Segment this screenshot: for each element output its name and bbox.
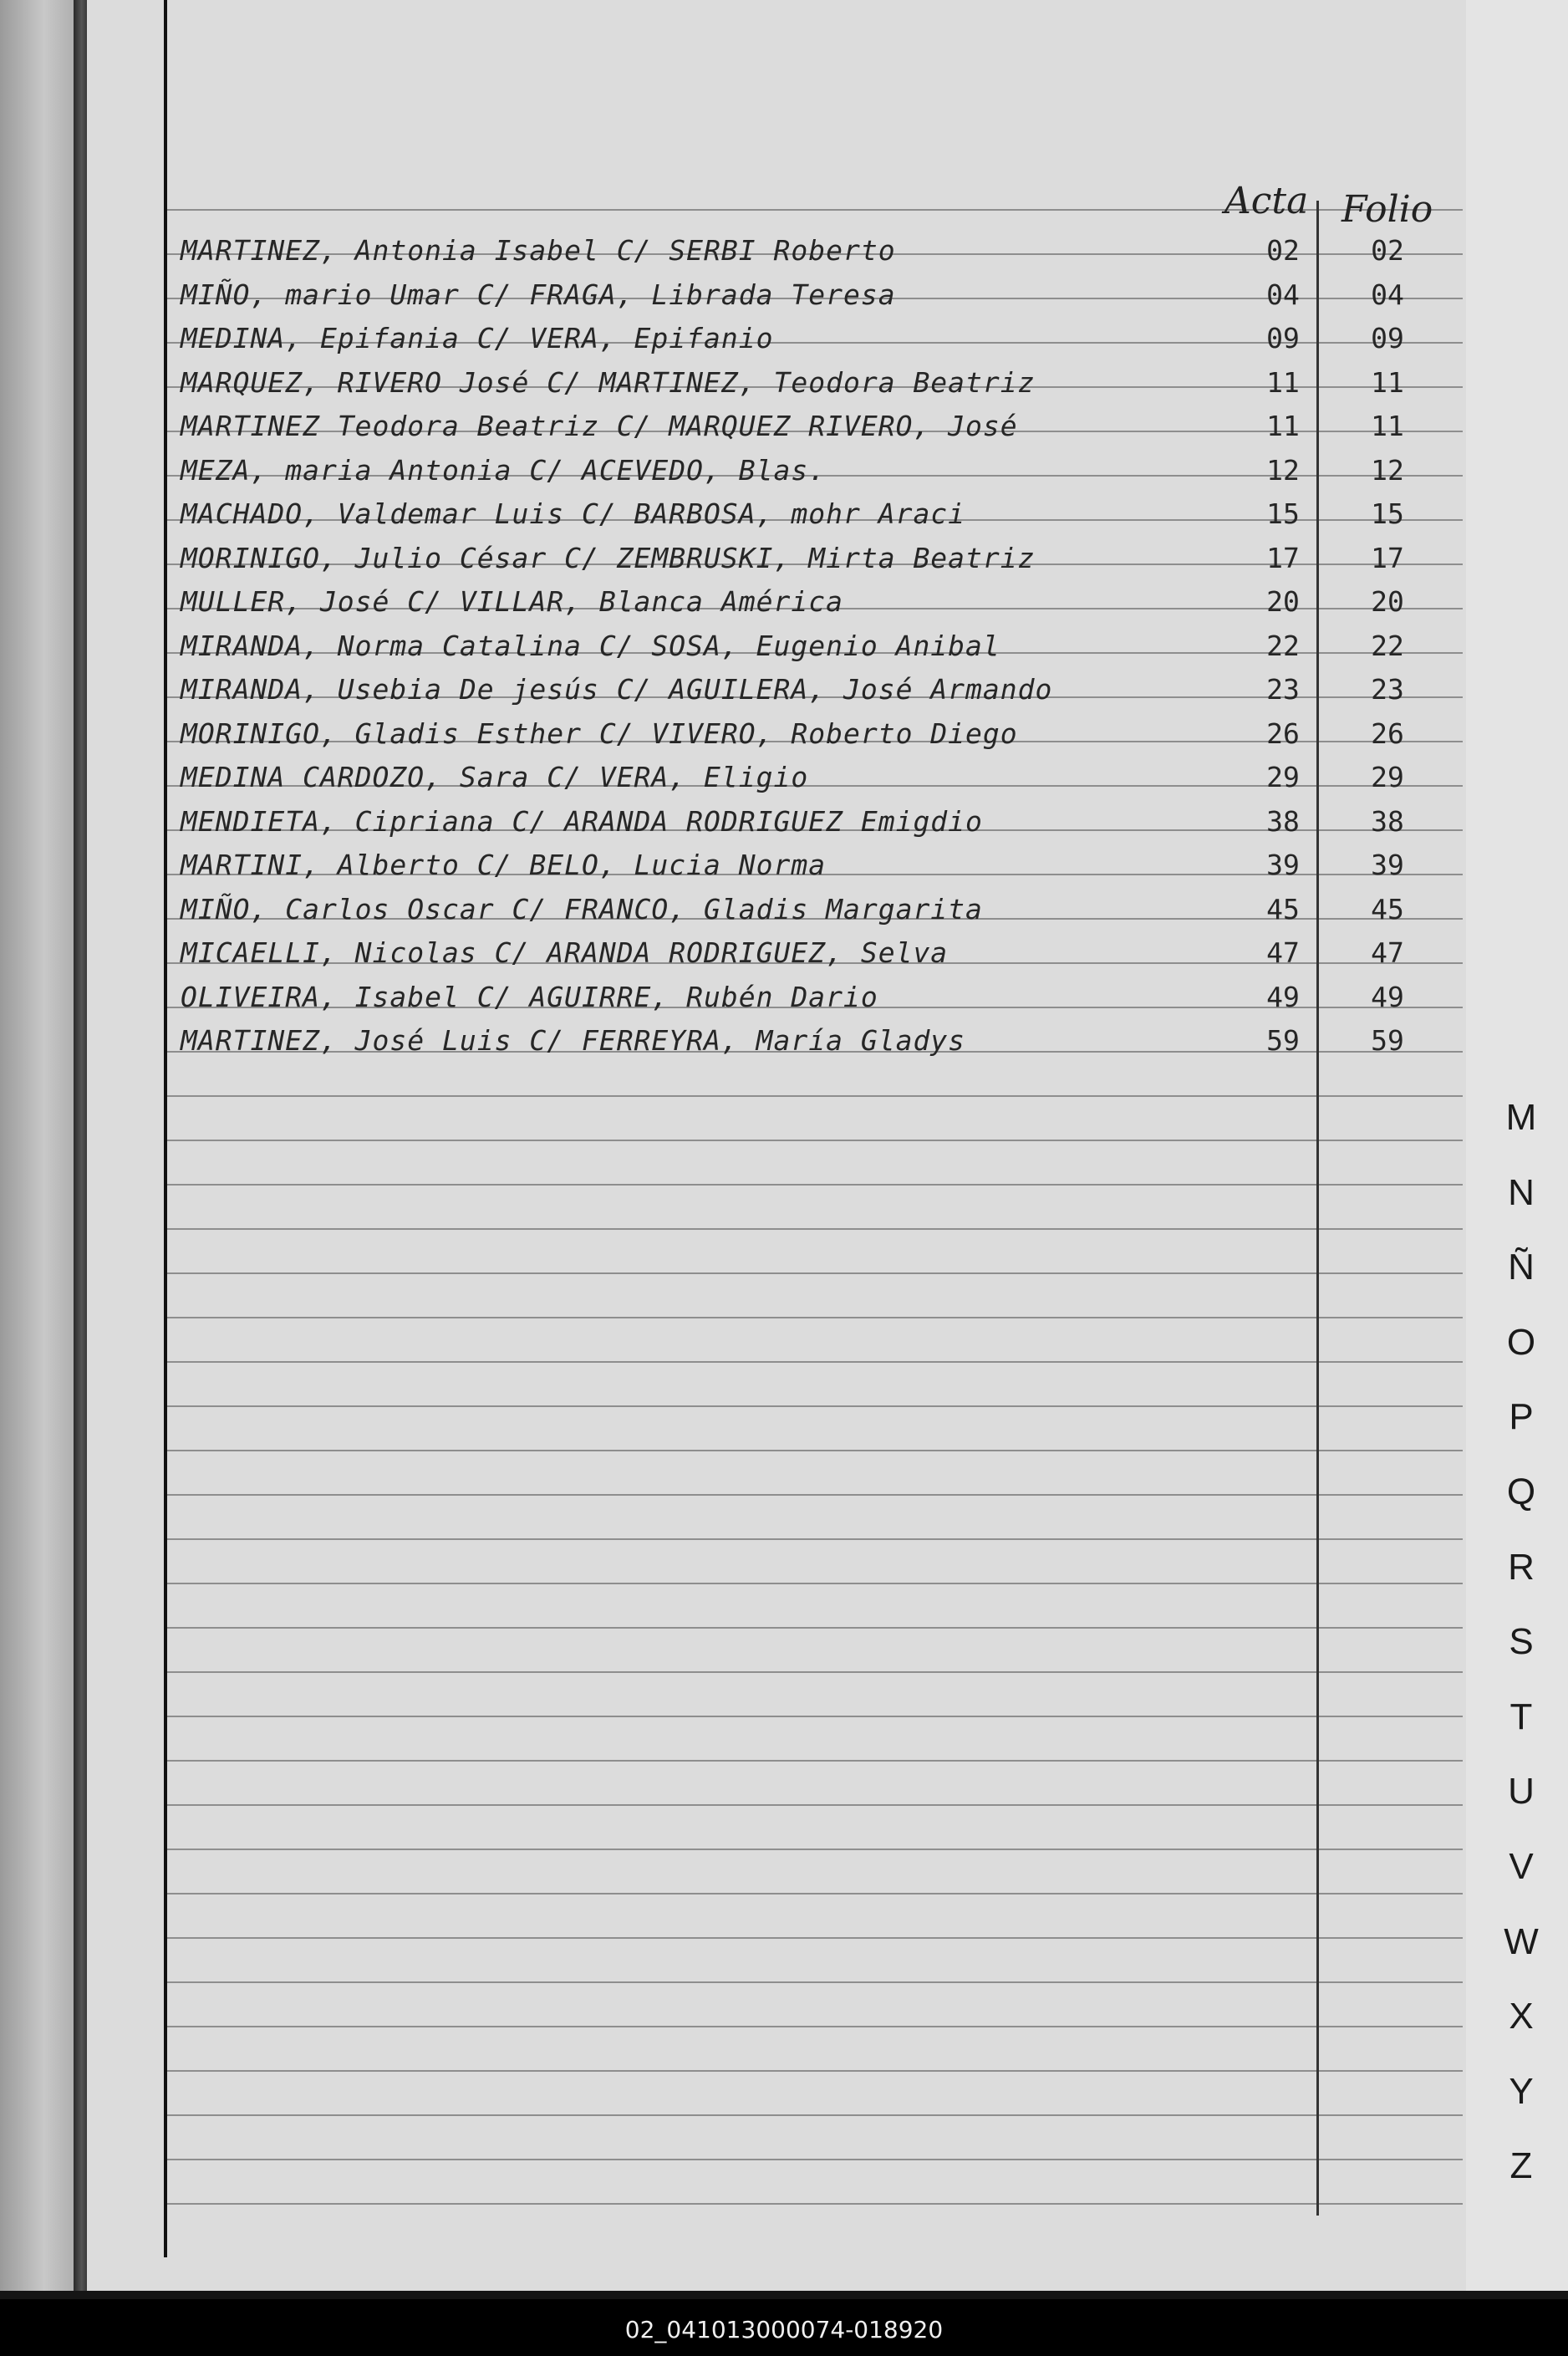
ledger-entry xyxy=(0,889,1463,931)
entry-folio: 12 xyxy=(1371,453,1404,487)
ledger-entry xyxy=(0,625,1463,667)
entry-folio: 23 xyxy=(1371,673,1404,706)
index-tab-letter[interactable]: Z xyxy=(1509,2145,1533,2187)
ledger-entry xyxy=(0,230,1463,272)
entry-name: MEDINA CARDOZO, Sara C/ VERA, Eligio xyxy=(181,761,809,793)
ledger-entry xyxy=(0,669,1463,711)
entry-acta: 26 xyxy=(1266,716,1300,750)
entry-acta: 12 xyxy=(1266,453,1300,487)
entry-name: MIÑO, Carlos Oscar C/ FRANCO, Gladis Margarita xyxy=(181,892,983,926)
ruled-line xyxy=(167,2114,1463,2116)
ledger-entry xyxy=(0,450,1463,492)
entry-name: MORINIGO, Gladis Esther C/ VIVERO, Roberto Diego xyxy=(181,716,1018,750)
ledger-entry xyxy=(0,1020,1463,1062)
entry-folio: 59 xyxy=(1371,1024,1404,1057)
entry-folio: 45 xyxy=(1371,892,1404,926)
ruled-line xyxy=(167,1849,1463,1850)
entry-acta: 47 xyxy=(1266,936,1300,969)
entry-folio: 47 xyxy=(1371,936,1404,969)
index-tab-letter[interactable]: S xyxy=(1509,1621,1534,1663)
ledger-entry xyxy=(0,581,1463,623)
index-tab-letter[interactable]: M xyxy=(1505,1097,1537,1138)
entry-acta: 09 xyxy=(1266,322,1300,354)
entry-folio: 26 xyxy=(1371,716,1404,750)
ruled-line xyxy=(167,1716,1463,1717)
entry-name: OLIVEIRA, Isabel C/ AGUIRRE, Rubén Dario xyxy=(181,980,878,1013)
ruled-line xyxy=(167,2203,1463,2205)
entry-acta: 20 xyxy=(1266,585,1300,618)
ledger-entry xyxy=(0,318,1463,360)
entry-folio: 29 xyxy=(1371,761,1404,793)
entry-folio: 11 xyxy=(1371,410,1404,442)
entry-folio: 15 xyxy=(1371,497,1404,530)
ruled-line xyxy=(167,1671,1463,1673)
entry-name: MICAELLI, Nicolas C/ ARANDA RODRIGUEZ, Selva xyxy=(181,936,949,969)
ruled-line xyxy=(167,2159,1463,2160)
entry-name: MULLER, José C/ VILLAR, Blanca América xyxy=(181,585,843,618)
ledger-entry xyxy=(0,362,1463,404)
ledger-entry xyxy=(0,274,1463,316)
entry-acta: 39 xyxy=(1266,849,1300,881)
ruled-line xyxy=(167,1140,1463,1141)
entry-acta: 23 xyxy=(1266,673,1300,706)
index-tab-letter[interactable]: U xyxy=(1508,1771,1535,1813)
entry-acta: 04 xyxy=(1266,278,1300,311)
ruled-line xyxy=(167,1804,1463,1806)
ledger-entry xyxy=(0,932,1463,974)
entry-folio: 38 xyxy=(1371,804,1404,838)
ruled-line xyxy=(167,1317,1463,1318)
entry-folio: 17 xyxy=(1371,541,1404,574)
ruled-line xyxy=(167,1450,1463,1451)
entry-acta: 49 xyxy=(1266,980,1300,1013)
ledger-entry xyxy=(0,493,1463,535)
ledger-entry xyxy=(0,801,1463,843)
ruled-line xyxy=(167,1583,1463,1584)
ruled-line xyxy=(167,1228,1463,1230)
entry-folio: 11 xyxy=(1371,365,1404,399)
entry-acta: 15 xyxy=(1266,497,1300,530)
entry-name: MARTINEZ, Antonia Isabel C/ SERBI Roberto xyxy=(181,234,896,267)
entry-acta: 45 xyxy=(1266,892,1300,926)
folio-column-header: Folio xyxy=(1341,188,1433,231)
entry-folio: 22 xyxy=(1371,629,1404,662)
entry-name: MACHADO, Valdemar Luis C/ BARBOSA, mohr Araci xyxy=(181,497,966,530)
index-tab-letter[interactable]: T xyxy=(1509,1696,1533,1737)
ruled-line xyxy=(167,1627,1463,1629)
entry-name: MEDINA, Epifania C/ VERA, Epifanio xyxy=(181,322,774,354)
ruled-line xyxy=(167,1981,1463,1983)
index-tab-letter[interactable]: Q xyxy=(1506,1471,1536,1512)
index-tab-letter[interactable]: P xyxy=(1509,1396,1534,1438)
ruled-line xyxy=(167,1494,1463,1496)
index-tab-letter[interactable]: Y xyxy=(1509,2070,1534,2112)
entry-acta: 38 xyxy=(1266,804,1300,838)
ruled-line xyxy=(167,2070,1463,2072)
entry-name: MEZA, maria Antonia C/ ACEVEDO, Blas. xyxy=(181,453,827,487)
entry-acta: 17 xyxy=(1266,541,1300,574)
entry-acta: 11 xyxy=(1266,410,1300,442)
ledger-entry xyxy=(0,757,1463,798)
ledger-entry xyxy=(0,713,1463,755)
ledger-entry xyxy=(0,844,1463,886)
index-tab-letter[interactable]: N xyxy=(1508,1171,1535,1213)
entry-folio: 49 xyxy=(1371,980,1404,1013)
ruled-line xyxy=(167,1405,1463,1407)
entry-name: MARTINEZ Teodora Beatriz C/ MARQUEZ RIVERO, José xyxy=(181,410,1018,442)
index-tab-letter[interactable]: X xyxy=(1509,1996,1534,2037)
ledger-entry xyxy=(0,977,1463,1018)
entry-acta: 59 xyxy=(1266,1024,1300,1057)
index-tab-letter[interactable]: O xyxy=(1506,1321,1536,1363)
entry-acta: 22 xyxy=(1266,629,1300,662)
index-tab-letter[interactable]: V xyxy=(1509,1846,1534,1887)
entry-acta: 11 xyxy=(1266,365,1300,399)
entry-name: MARQUEZ, RIVERO José C/ MARTINEZ, Teodora Beatriz xyxy=(181,365,1036,399)
entry-folio: 09 xyxy=(1371,322,1404,354)
ruled-line xyxy=(167,1272,1463,1274)
ruled-line xyxy=(167,1760,1463,1762)
ruled-line xyxy=(167,2026,1463,2027)
entry-name: MORINIGO, Julio César C/ ZEMBRUSKI, Mirta Beatriz xyxy=(181,541,1036,574)
entry-acta: 29 xyxy=(1266,761,1300,793)
acta-column-header: Acta xyxy=(1224,180,1309,222)
ledger-entry xyxy=(0,405,1463,447)
index-tab-letter[interactable]: W xyxy=(1504,1920,1539,1962)
entry-folio: 04 xyxy=(1371,278,1404,311)
entry-acta: 02 xyxy=(1266,234,1300,267)
ruled-line xyxy=(167,1937,1463,1939)
index-tab-letter[interactable]: R xyxy=(1508,1546,1535,1588)
index-tab-letter[interactable]: Ñ xyxy=(1508,1247,1535,1288)
entry-folio: 02 xyxy=(1371,234,1404,267)
entry-name: MIRANDA, Usebia De jesús C/ AGUILERA, José Armando xyxy=(181,673,1053,706)
entry-folio: 20 xyxy=(1371,585,1404,618)
ruled-line xyxy=(167,1095,1463,1097)
entry-name: MIÑO, mario Umar C/ FRAGA, Librada Teresa xyxy=(181,278,896,311)
entry-name: MARTINEZ, José Luis C/ FERREYRA, María Gladys xyxy=(181,1024,966,1057)
document-id: 02_041013000074-018920 xyxy=(624,2316,944,2343)
entry-folio: 39 xyxy=(1371,849,1404,881)
ruled-line xyxy=(167,1184,1463,1186)
entry-name: MENDIETA, Cipriana C/ ARANDA RODRIGUEZ Emigdio xyxy=(181,804,983,838)
ledger-entry xyxy=(0,538,1463,579)
ruled-line xyxy=(167,1893,1463,1894)
ruled-line xyxy=(167,1361,1463,1363)
entry-name: MIRANDA, Norma Catalina C/ SOSA, Eugenio Anibal xyxy=(181,629,1000,662)
entry-name: MARTINI, Alberto C/ BELO, Lucia Norma xyxy=(181,849,827,881)
ruled-line xyxy=(167,1538,1463,1540)
